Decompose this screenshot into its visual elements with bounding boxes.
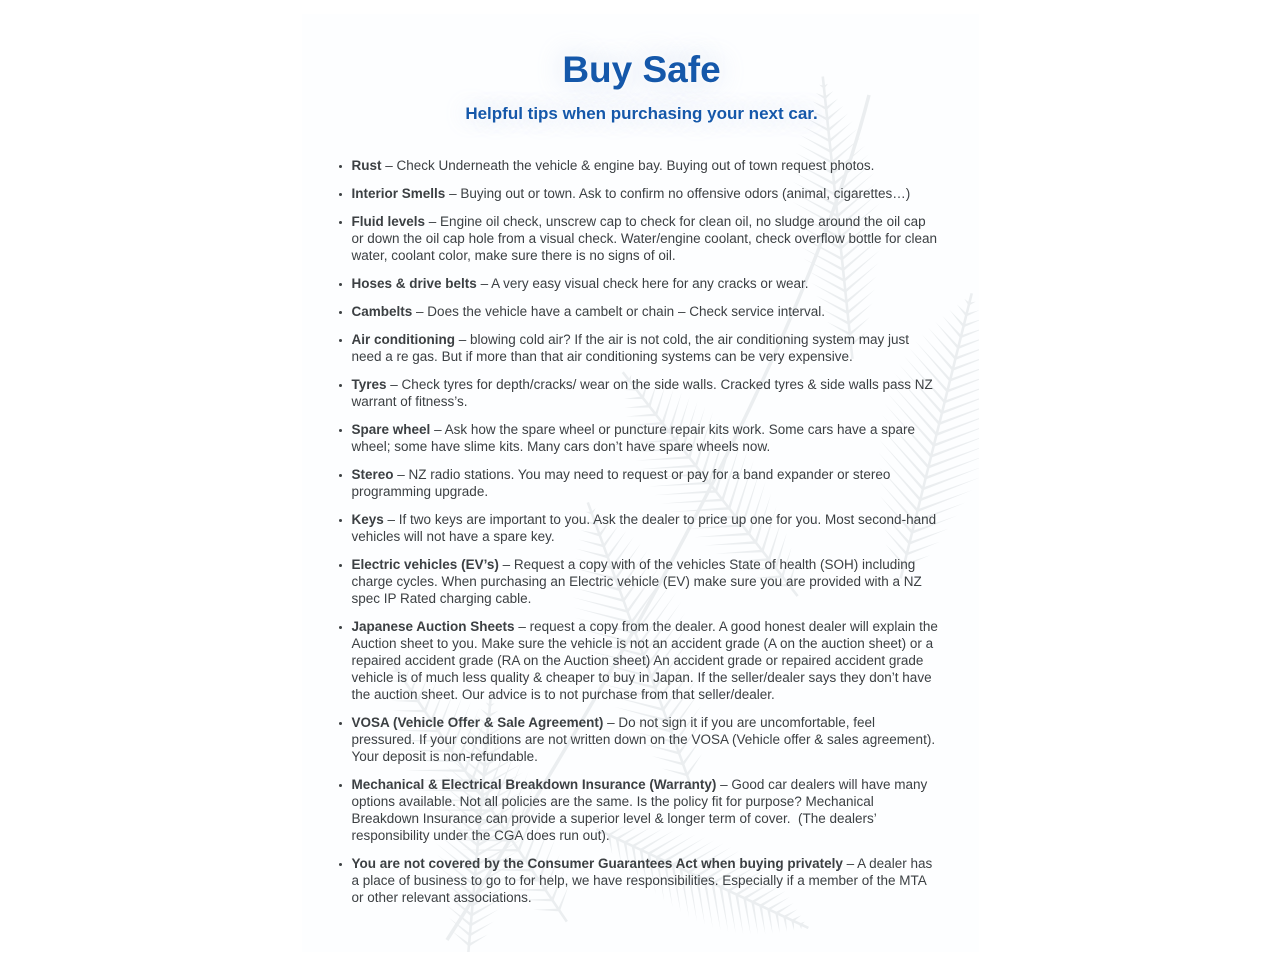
list-item [352,376,941,410]
list-item [352,855,941,906]
page-title: Buy Safe [562,49,721,90]
list-item [352,213,941,264]
list-item [352,157,941,174]
tip-title: Air conditioning [351,332,455,348]
tip-title: Hoses & drive belts [351,276,477,292]
list-item [352,776,941,844]
tip-title: Mechanical & Electrical Breakdown Insurance (Warranty) [351,777,717,793]
tip-description: – A dealer has a place of business to go to for help, we have responsibilities. Especially if a member of the MTA or other relevant associations. [351,856,936,906]
tip-title: Keys [351,512,384,528]
list-item [352,556,941,607]
tip-title: Interior Smells [351,186,446,202]
tip-description: – Check Underneath the vehicle & engine bay. Buying out of town request photos. [385,158,875,174]
tip-description: – Engine oil check, unscrew cap to check for clean oil, no sludge around the oil cap or down the oil cap hole from a visual check. Water/engine coolant, check overflow bottle for clean water, coolant color, make sure there is no signs of oil. [351,214,941,264]
document-content [302,14,979,906]
tip-title: Stereo [351,467,394,483]
tip-description: – If two keys are important to you. Ask the dealer to price up one for you. Most second-hand vehicles will not have a spare key. [351,512,940,545]
tip-title: VOSA (Vehicle Offer & Sale Agreement) [351,715,604,731]
tip-description: – Do not sign it if you are uncomfortable, feel pressured. If your conditions are not written down on the VOSA (Vehicle offer & sales agreement). Your deposit is non-refundable. [351,715,939,765]
tip-description: – Ask how the spare wheel or puncture repair kits work. Some cars have a spare wheel; some have slime kits. Many cars don’t have spare wheels now. [351,422,919,455]
tip-description: – NZ radio stations. You may need to request or pay for a band expander or stereo programming upgrade. [351,467,895,500]
document-page [302,14,979,952]
tip-title: Rust [351,158,382,174]
tip-description: – A very easy visual check here for any cracks or wear. [480,276,809,292]
list-item [352,714,941,765]
tip-description: – blowing cold air? If the air is not cold, the air conditioning system may just need a re gas. But if more than that air conditioning systems can be very expensive. [351,332,913,365]
tip-description: – Request a copy with of the vehicles State of health (SOH) including charge cycles. When purchasing an Electric vehicle (EV) make sure you are provided with a NZ spec IP Rated charging cable. [351,557,926,607]
tip-title: Fluid levels [351,214,426,230]
list-item [352,331,941,365]
tip-description: – Check tyres for depth/cracks/ wear on the side walls. Cracked tyres & side walls pass NZ warrant of fitness’s. [351,377,937,410]
tip-title: You are not covered by the Consumer Guarantees Act when buying privately [351,856,843,872]
tip-description: – Buying out or town. Ask to confirm no offensive odors (animal, cigarettes…) [449,186,911,202]
list-item [352,275,941,292]
tip-description: – request a copy from the dealer. A good honest dealer will explain the Auction sheet to you. Make sure the vehicle is not an accident grade (A on the auction sheet) or a repaired accident grade (RA on the Auction sheet) An accident grade or repaired accident grade vehicle is of much less quality & cheaper to buy in Japan. If the seller/dealer says they don’t have the auction sheet. Our advice is to not purchase from that seller/dealer. [351,619,941,703]
list-item [352,618,941,703]
list-item [352,466,941,500]
tip-title: Cambelts [351,304,413,320]
list-item [352,511,941,545]
tip-title: Spare wheel [351,422,431,438]
tip-description: – Good car dealers will have many options available. Not all policies are the same. Is the policy fit for purpose? Mechanical Breakdown Insurance can provide a superior level & longer term of cover. (The dealers’ responsibility under the CGA does run out). [351,777,932,844]
tip-title: Japanese Auction Sheets [351,619,515,635]
tips-list [343,157,941,906]
list-item [352,185,941,202]
tip-description: – Does the vehicle have a cambelt or chain – Check service interval. [416,304,826,320]
tip-title: Tyres [351,377,387,393]
page-subtitle: Helpful tips when purchasing your next car. [465,103,818,123]
tip-title: Electric vehicles (EV’s) [351,557,499,573]
list-item [352,303,941,320]
list-item [352,421,941,455]
